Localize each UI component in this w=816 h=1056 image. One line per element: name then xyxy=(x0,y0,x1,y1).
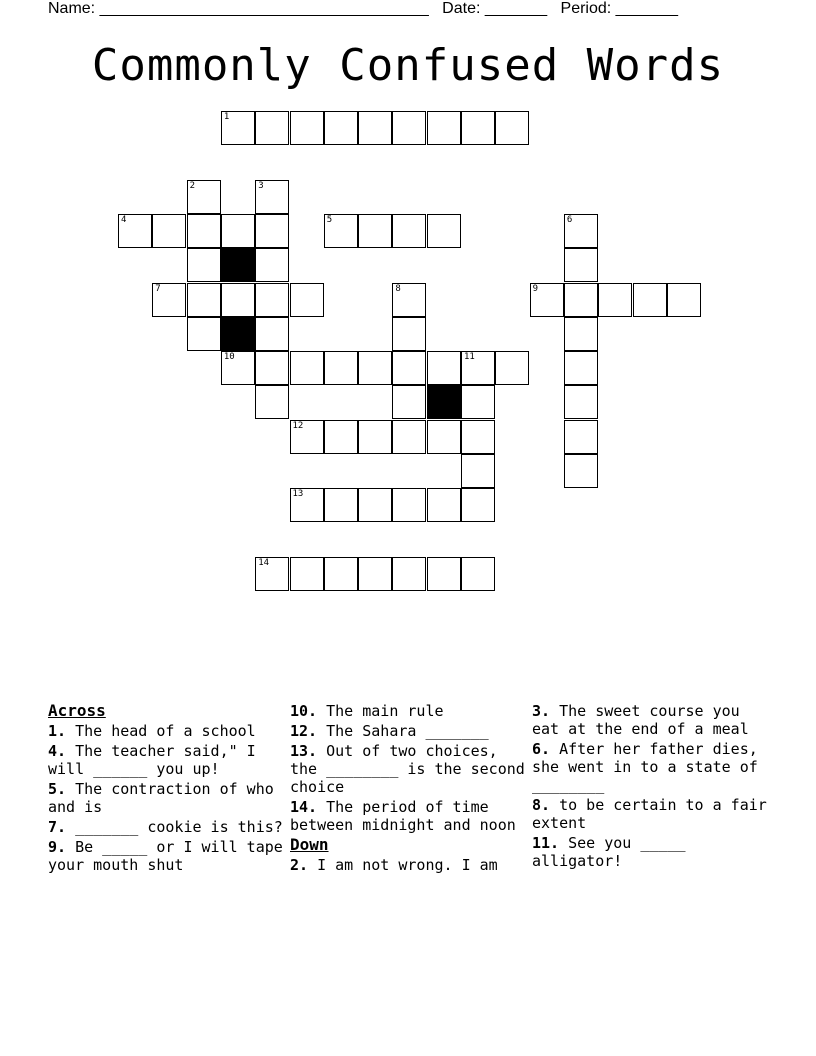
clue-down-11: 11. See you _____ alligator! xyxy=(532,834,686,870)
grid-cell[interactable] xyxy=(392,385,426,419)
grid-cell[interactable] xyxy=(427,488,461,522)
down-heading: Down xyxy=(290,835,329,854)
grid-cell[interactable] xyxy=(461,420,495,454)
grid-cell[interactable] xyxy=(290,420,324,454)
grid-cell[interactable] xyxy=(290,351,324,385)
grid-cell[interactable] xyxy=(598,283,632,317)
grid-cell[interactable] xyxy=(564,248,598,282)
grid-block xyxy=(427,385,461,419)
grid-cell[interactable] xyxy=(427,420,461,454)
grid-cell[interactable] xyxy=(290,557,324,591)
clue-number: 10 xyxy=(223,352,235,363)
grid-cell[interactable] xyxy=(461,454,495,488)
grid-cell[interactable] xyxy=(564,283,598,317)
grid-cell[interactable] xyxy=(461,111,495,145)
grid-cell[interactable] xyxy=(392,317,426,351)
grid-cell[interactable] xyxy=(187,317,221,351)
grid-cell[interactable] xyxy=(324,488,358,522)
clue-across-4: 4. The teacher said," I will ______ you up! xyxy=(48,742,256,778)
grid-cell[interactable] xyxy=(290,488,324,522)
grid-cell[interactable] xyxy=(255,351,289,385)
grid-cell[interactable] xyxy=(427,557,461,591)
grid-cell[interactable] xyxy=(392,283,426,317)
grid-cell[interactable] xyxy=(255,317,289,351)
grid-cell[interactable] xyxy=(221,111,255,145)
grid-block xyxy=(221,317,255,351)
grid-cell[interactable] xyxy=(564,351,598,385)
clue-down-3: 3. The sweet course you eat at the end of a meal xyxy=(532,702,749,738)
clue-down-2: 2. I am not wrong. I am xyxy=(290,856,498,874)
grid-cell[interactable] xyxy=(255,180,289,214)
clue-number: 2 xyxy=(189,180,196,191)
name-label: Name: xyxy=(48,0,96,17)
period-label: Period: xyxy=(560,0,612,17)
grid-cell[interactable] xyxy=(392,420,426,454)
grid-cell[interactable] xyxy=(187,248,221,282)
grid-cell[interactable] xyxy=(358,111,392,145)
date-label: Date: xyxy=(442,0,481,17)
grid-cell[interactable] xyxy=(633,283,667,317)
grid-cell[interactable] xyxy=(461,385,495,419)
grid-cell[interactable] xyxy=(255,385,289,419)
clues-column-3 xyxy=(532,702,768,872)
grid-cell[interactable] xyxy=(221,351,255,385)
clue-number: 13 xyxy=(292,489,304,500)
clue-number: 11 xyxy=(464,352,475,363)
grid-cell[interactable] xyxy=(255,214,289,248)
grid-cell[interactable] xyxy=(324,111,358,145)
grid-cell[interactable] xyxy=(358,214,392,248)
clue-number: 1 xyxy=(223,112,230,122)
clues-column-1 xyxy=(48,702,284,876)
grid-cell[interactable] xyxy=(564,385,598,419)
grid-cell[interactable] xyxy=(290,283,324,317)
grid-cell[interactable] xyxy=(324,351,358,385)
clue-number: 7 xyxy=(155,283,161,294)
grid-cell[interactable] xyxy=(187,180,221,214)
grid-cell[interactable] xyxy=(564,420,598,454)
grid-cell[interactable] xyxy=(255,557,289,591)
name-blank[interactable]: _____________________________________ xyxy=(99,0,429,17)
grid-cell[interactable] xyxy=(564,454,598,488)
clue-across-7: 7. _______ cookie is this? xyxy=(48,818,283,836)
grid-cell[interactable] xyxy=(564,317,598,351)
grid-cell[interactable] xyxy=(564,214,598,248)
grid-cell[interactable] xyxy=(290,111,324,145)
grid-cell[interactable] xyxy=(221,214,255,248)
grid-cell[interactable] xyxy=(324,214,358,248)
date-blank[interactable]: _______ xyxy=(484,0,548,17)
grid-cell[interactable] xyxy=(495,351,529,385)
grid-cell[interactable] xyxy=(358,488,392,522)
across-heading: Across xyxy=(48,701,106,720)
grid-block xyxy=(221,248,255,282)
grid-cell[interactable] xyxy=(667,283,701,317)
clue-across-12: 12. The Sahara _______ xyxy=(290,722,489,740)
grid-cell[interactable] xyxy=(255,248,289,282)
clue-across-10: 10. The main rule xyxy=(290,702,444,720)
clue-number: 14 xyxy=(258,557,270,568)
grid-cell[interactable] xyxy=(392,488,426,522)
grid-cell[interactable] xyxy=(221,283,255,317)
clue-number: 9 xyxy=(532,283,539,294)
clue-across-9: 9. Be _____ or I will tape your mouth shut xyxy=(48,838,283,874)
period-blank[interactable]: _______ xyxy=(615,0,678,17)
clue-number: 5 xyxy=(326,214,333,225)
grid-cell[interactable] xyxy=(152,283,186,317)
grid-cell[interactable] xyxy=(427,214,461,248)
clue-number: 4 xyxy=(121,214,127,225)
grid-cell[interactable] xyxy=(392,111,426,145)
grid-cell[interactable] xyxy=(392,351,426,385)
grid-cell[interactable] xyxy=(118,214,152,248)
grid-cell[interactable] xyxy=(427,351,461,385)
grid-cell[interactable] xyxy=(392,557,426,591)
grid-cell[interactable] xyxy=(461,351,495,385)
grid-cell[interactable] xyxy=(358,351,392,385)
grid-cell[interactable] xyxy=(187,214,221,248)
grid-cell[interactable] xyxy=(427,111,461,145)
grid-cell[interactable] xyxy=(495,111,529,145)
grid-cell[interactable] xyxy=(187,283,221,317)
page-title: Commonly Confused Words xyxy=(91,40,725,91)
clue-across-13: 13. Out of two choices, the ________ is the second choice xyxy=(290,742,525,796)
clue-number: 6 xyxy=(566,214,573,225)
clue-across-1: 1. The head of a school xyxy=(48,722,256,740)
grid-cell[interactable] xyxy=(152,214,186,248)
grid-cell[interactable] xyxy=(358,557,392,591)
clue-number: 3 xyxy=(258,180,264,191)
clue-number: 12 xyxy=(292,420,304,431)
grid-cell[interactable] xyxy=(461,488,495,522)
clue-across-14: 14. The period of time between midnight and noon xyxy=(290,798,516,834)
grid-cell[interactable] xyxy=(255,111,289,145)
clues-column-2 xyxy=(290,702,526,876)
grid-cell[interactable] xyxy=(358,420,392,454)
grid-cell[interactable] xyxy=(324,557,358,591)
grid-cell[interactable] xyxy=(392,214,426,248)
grid-cell[interactable] xyxy=(461,557,495,591)
clue-across-5: 5. The contraction of who and is xyxy=(48,780,274,816)
clue-number: 8 xyxy=(395,283,401,294)
clue-down-8: 8. to be certain to a fair extent xyxy=(532,796,767,832)
clue-down-6: 6. After her father dies, she went in to a state of ________ xyxy=(532,740,758,794)
grid-cell[interactable] xyxy=(255,283,289,317)
grid-cell[interactable] xyxy=(324,420,358,454)
grid-cell[interactable] xyxy=(530,283,564,317)
